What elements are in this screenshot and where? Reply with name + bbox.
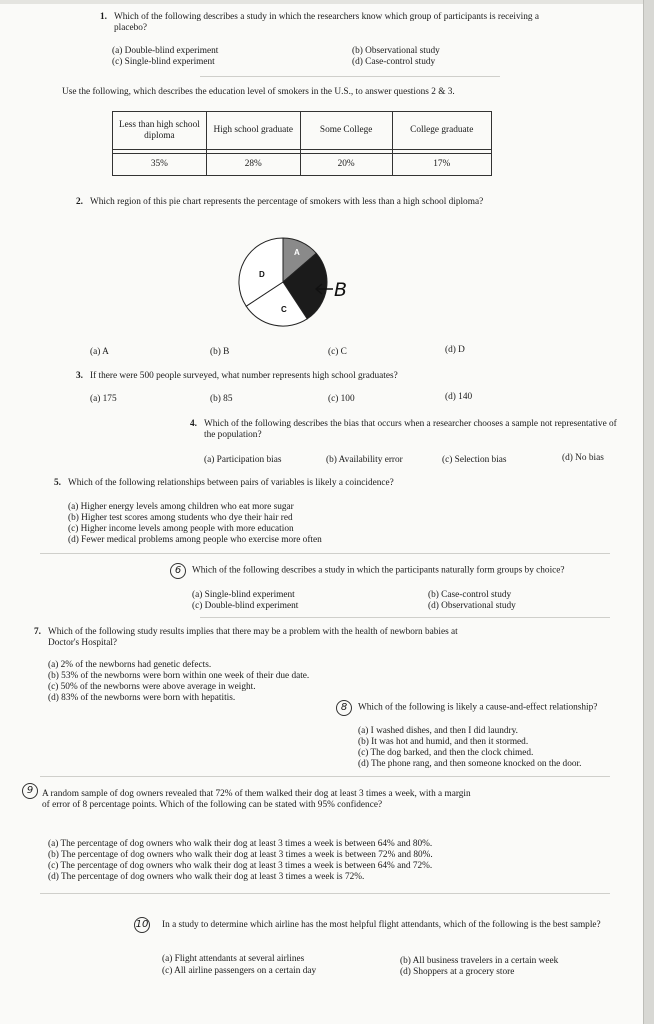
q10-option-d[interactable]: (d) Shoppers at a grocery store <box>400 967 515 977</box>
q4-option-d[interactable]: (d) No bias <box>562 453 604 463</box>
table-header-cell: High school graduate <box>206 112 300 150</box>
q6-option-d[interactable]: (d) Observational study <box>428 601 516 611</box>
q9-option-d[interactable]: (d) The percentage of dog owners who walk their dog at least 3 times a week is 72%. <box>48 872 365 882</box>
q8-option-c[interactable]: (c) The dog barked, and then the clock chimed. <box>358 748 534 758</box>
q7-option-b[interactable]: (b) 53% of the newborns were born within one week of their due date. <box>48 671 310 681</box>
question-10-text: In a study to determine which airline has the most helpful flight attendants, which of the following is the best sample? <box>162 920 601 930</box>
question-8 <box>336 700 636 716</box>
question-3-text: If there were 500 people surveyed, what number represents high school graduates? <box>90 371 398 381</box>
q9-option-c[interactable]: (c) The percentage of dog owners who walk their dog at least 3 times a week is between 64% and 72%. <box>48 861 433 871</box>
table-header-cell: Less than high school diploma <box>113 112 207 150</box>
q9-option-a[interactable]: (a) The percentage of dog owners who walk their dog at least 3 times a week is between 64% and 80%. <box>48 839 433 849</box>
q5-option-a[interactable]: (a) Higher energy levels among children who eat more sugar <box>68 502 294 512</box>
q8-option-d[interactable]: (d) The phone rang, and then someone knocked on the door. <box>358 759 582 769</box>
handwritten-question-number: 10 <box>134 917 150 933</box>
question-6 <box>170 563 630 579</box>
q4-option-a[interactable]: (a) Participation bias <box>204 455 282 465</box>
question-2 <box>76 197 506 208</box>
q3-option-d[interactable]: (d) 140 <box>445 392 473 402</box>
question-5-text: Which of the following relationships between pairs of variables is likely a coincidence? <box>68 478 394 488</box>
pie-label-d: D <box>259 270 265 279</box>
q2-option-a[interactable]: (a) A <box>90 347 109 357</box>
divider <box>40 553 610 554</box>
q2-option-c[interactable]: (c) C <box>328 347 347 357</box>
question-3 <box>76 371 476 382</box>
table-value-cell: 17% <box>392 154 491 176</box>
question-7 <box>34 627 474 648</box>
q5-option-d[interactable]: (d) Fewer medical problems among people who exercise more often <box>68 535 322 545</box>
question-8-text: Which of the following is likely a cause-and-effect relationship? <box>358 702 598 713</box>
torn-top-edge <box>0 0 644 4</box>
q1-option-c[interactable]: (c) Single-blind experiment <box>112 57 215 67</box>
handwritten-question-number: 9 <box>22 783 38 799</box>
q8-option-a[interactable]: (a) I washed dishes, and then I did laundry. <box>358 726 518 736</box>
q3-option-a[interactable]: (a) 175 <box>90 394 117 404</box>
question-9-text: A random sample of dog owners revealed that 72% of them walked their dog at least 3 times a week, with a margin of error of 8 percentage points. Which of the following can be stated with 95% confidence? <box>42 789 471 810</box>
question-1 <box>100 12 545 33</box>
handwritten-question-number: 6 <box>170 563 186 579</box>
table-header-cell: Some College <box>300 112 392 150</box>
handwritten-question-number: 8 <box>336 700 352 716</box>
question-2-text: Which region of this pie chart represents the percentage of smokers with less than a high school diploma? <box>90 197 484 207</box>
q7-option-d[interactable]: (d) 83% of the newborns were born with hepatitis. <box>48 693 236 703</box>
question-2-number: 2. <box>76 197 83 207</box>
page-edge <box>643 0 654 1024</box>
q2-option-d[interactable]: (d) D <box>445 345 465 355</box>
handwritten-answer: B <box>334 279 348 301</box>
q7-option-a[interactable]: (a) 2% of the newborns had genetic defects. <box>48 660 212 670</box>
question-4-text: Which of the following describes the bias that occurs when a researcher chooses a sample not representative of the population? <box>204 419 617 440</box>
question-7-number: 7. <box>34 627 41 637</box>
q4-option-b[interactable]: (b) Availability error <box>326 455 403 465</box>
divider <box>200 617 610 618</box>
q6-option-a[interactable]: (a) Single-blind experiment <box>192 590 295 600</box>
table-value-cell: 20% <box>300 154 392 176</box>
divider <box>40 776 610 777</box>
table-intro: Use the following, which describes the education level of smokers in the U.S., to answer questions 2 & 3. <box>62 87 455 97</box>
q1-option-b[interactable]: (b) Observational study <box>352 46 440 56</box>
q8-option-b[interactable]: (b) It was hot and humid, and then it stormed. <box>358 737 529 747</box>
question-6-text: Which of the following describes a study in which the participants naturally form groups by choice? <box>192 565 565 576</box>
question-5-number: 5. <box>54 478 61 488</box>
q2-option-b[interactable]: (b) B <box>210 347 230 357</box>
q10-option-a[interactable]: (a) Flight attendants at several airlines <box>162 954 305 964</box>
q5-option-b[interactable]: (b) Higher test scores among students who dye their hair red <box>68 513 293 523</box>
education-table <box>112 111 492 176</box>
q3-option-c[interactable]: (c) 100 <box>328 394 355 404</box>
q6-option-c[interactable]: (c) Double-blind experiment <box>192 601 299 611</box>
q6-option-b[interactable]: (b) Case-control study <box>428 590 512 600</box>
question-1-number: 1. <box>100 12 107 22</box>
q1-option-a[interactable]: (a) Double-blind experiment <box>112 46 219 56</box>
question-7-text: Which of the following study results implies that there may be a problem with the health of newborn babies at Doctor's Hospital? <box>48 627 458 648</box>
table-value-cell: 28% <box>206 154 300 176</box>
table-value-cell: 35% <box>113 154 207 176</box>
q1-option-d[interactable]: (d) Case-control study <box>352 57 436 67</box>
divider <box>200 76 500 77</box>
q10-option-b[interactable]: (b) All business travelers in a certain week <box>400 956 559 966</box>
pie-label-c: C <box>281 305 287 314</box>
pie-label-a: A <box>294 248 300 257</box>
q3-option-b[interactable]: (b) 85 <box>210 394 233 404</box>
divider <box>40 893 610 894</box>
q5-option-c[interactable]: (c) Higher income levels among people with more education <box>68 524 294 534</box>
table-header-cell: College graduate <box>392 112 491 150</box>
q4-option-c[interactable]: (c) Selection bias <box>442 455 507 465</box>
question-3-number: 3. <box>76 371 83 381</box>
question-5 <box>54 478 484 489</box>
question-4-number: 4. <box>190 419 197 429</box>
q10-option-c[interactable]: (c) All airline passengers on a certain day <box>162 966 317 976</box>
q7-option-c[interactable]: (c) 50% of the newborns were above average in weight. <box>48 682 256 692</box>
question-1-text: Which of the following describes a study in which the researchers know which group of participants is receiving a placebo? <box>114 12 539 33</box>
q9-option-b[interactable]: (b) The percentage of dog owners who walk their dog at least 3 times a week is between 72% and 80%. <box>48 850 433 860</box>
pie-chart <box>230 232 370 332</box>
question-4 <box>190 419 620 440</box>
